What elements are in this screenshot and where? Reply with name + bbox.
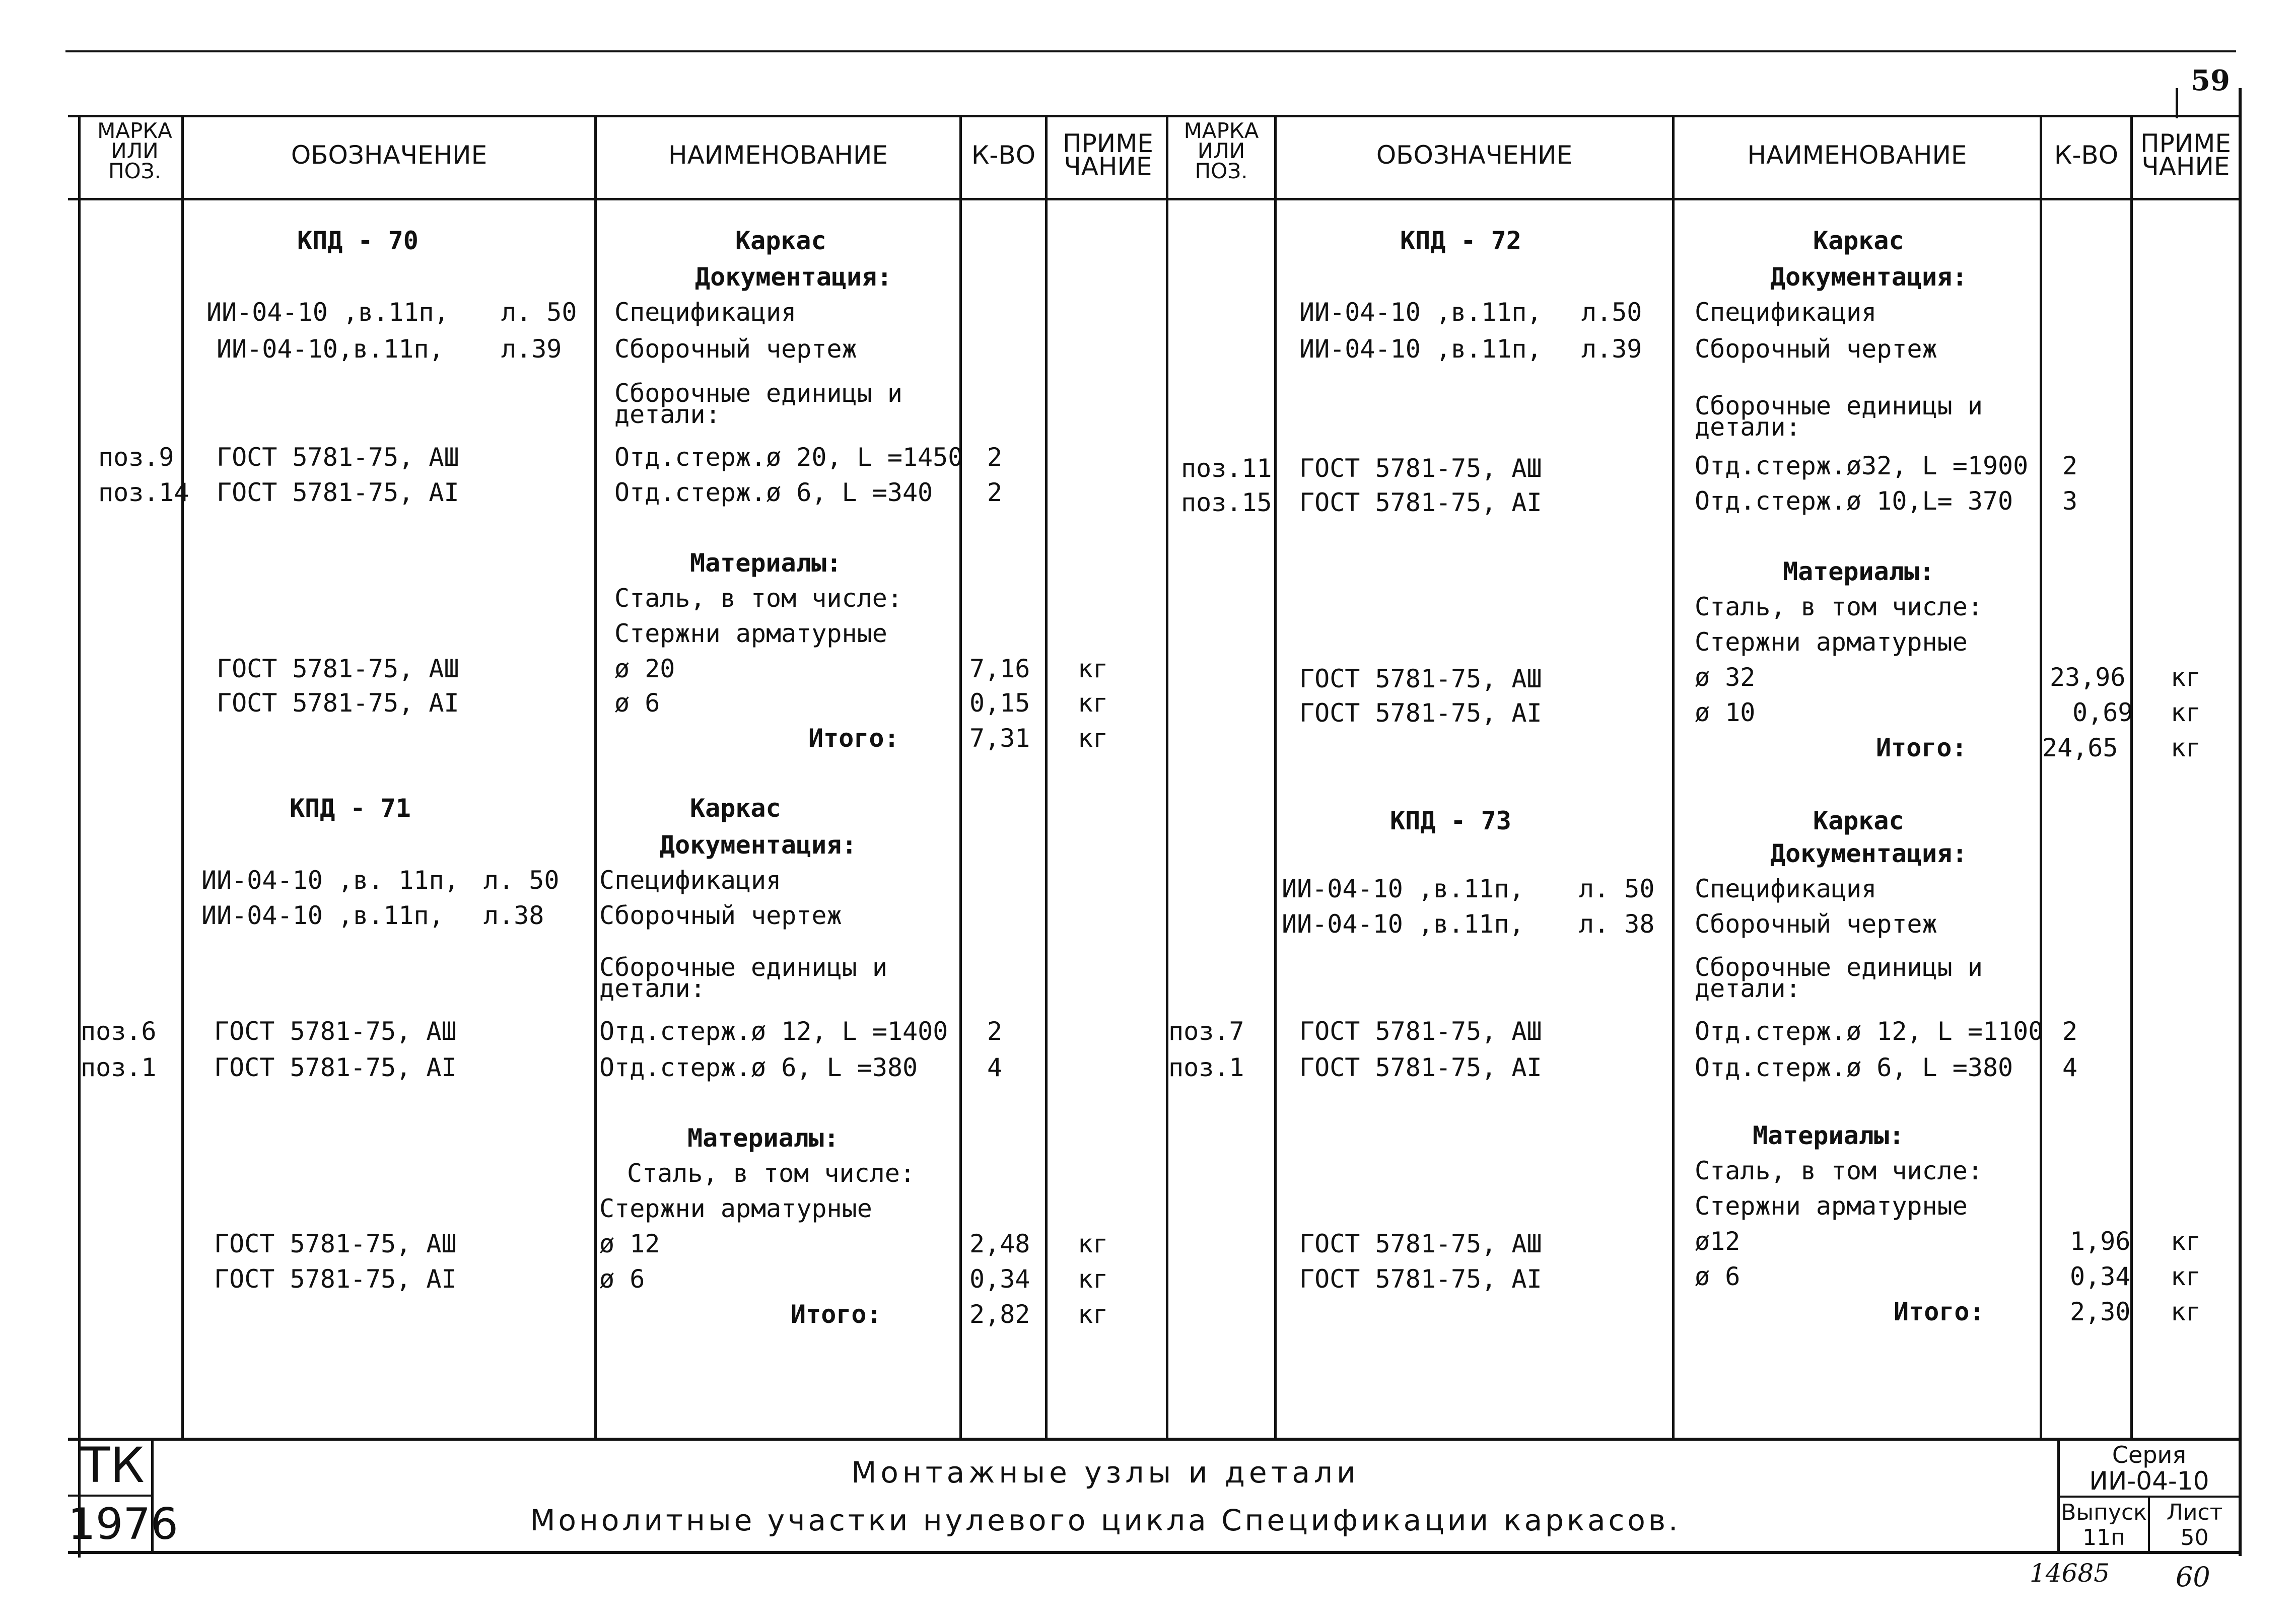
kpd73-sborochnye: Сборочные единицы и детали: <box>1695 953 1983 1003</box>
kpd71-qty1: 2 <box>987 1017 1003 1046</box>
kpd70-pos2: поз.14 <box>98 478 189 507</box>
kpd73-mgost1: ГОСТ 5781-75, АШ <box>1299 1229 1542 1258</box>
kpd73-qty2: 4 <box>2062 1053 2078 1082</box>
page-number-box-left <box>2176 88 2178 118</box>
page-number: 59 <box>2191 64 2230 97</box>
kpd72-munit1: кг <box>2171 663 2201 692</box>
footer-inv-number: 14685 <box>2030 1559 2110 1588</box>
kpd71-qty2: 4 <box>987 1053 1003 1082</box>
kpd70-item1: Отд.стерж.ø 20, L =1450 <box>614 443 963 472</box>
kpd70-stal: Сталь, в том числе: <box>614 584 902 613</box>
kpd70-mdia1: ø 20 <box>614 654 675 683</box>
kpd72-mgost1: ГОСТ 5781-75, АШ <box>1299 664 1542 693</box>
header-kvo-right: К-ВО <box>2054 140 2119 170</box>
kpd72-pos1: поз.11 <box>1181 454 1272 483</box>
kpd72-qty1: 2 <box>2062 451 2078 480</box>
kpd70-dokumentaciya: Документация: <box>695 262 892 292</box>
kpd70-mval1: 7,16 <box>969 654 1030 683</box>
kpd72-total-unit: кг <box>2171 733 2201 762</box>
kpd71-karkas: Каркас <box>690 794 781 823</box>
kpd70-munit1: кг <box>1078 654 1108 683</box>
header-oboznachenie-left: ОБОЗНАЧЕНИЕ <box>291 140 488 170</box>
kpd73-gost1: ГОСТ 5781-75, АШ <box>1299 1017 1542 1046</box>
kpd71-total: 2,82 <box>969 1300 1030 1329</box>
col-sep-8 <box>2040 115 2042 1439</box>
header-marka-right: МАРКА ИЛИ ПОЗ. <box>1184 118 1259 183</box>
kpd73-itogo: Итого: <box>1894 1297 1985 1326</box>
kpd70-qty1: 2 <box>987 443 1003 472</box>
kpd73-item2: Отд.стерж.ø 6, L =380 <box>1695 1053 2013 1082</box>
kpd73-gost2: ГОСТ 5781-75, АI <box>1299 1053 1542 1082</box>
kpd72-mdia1: ø 32 <box>1695 663 1756 692</box>
kpd73-mgost2: ГОСТ 5781-75, АI <box>1299 1264 1542 1294</box>
kpd72-doc2: ИИ-04-10 ,в.11п, <box>1299 334 1542 364</box>
kpd73-doc2-sheet: л. 38 <box>1579 909 1655 939</box>
header-naimenovanie-left: НАИМЕНОВАНИЕ <box>668 140 888 170</box>
kpd71-item2: Отд.стерж.ø 6, L =380 <box>599 1053 918 1082</box>
kpd73-qty1: 2 <box>2062 1017 2078 1046</box>
kpd72-doc1-sheet: л.50 <box>1581 298 1642 327</box>
stamp-bottom-line <box>68 1551 2241 1554</box>
kpd73-sterzhni: Стержни арматурные <box>1695 1191 1968 1221</box>
stamp-vypusk-value: 11п <box>2082 1525 2125 1550</box>
top-rule <box>65 50 2236 52</box>
kpd71-item1: Отд.стерж.ø 12, L =1400 <box>599 1017 948 1046</box>
kpd71-doc2-sheet: л.38 <box>483 901 544 930</box>
kpd70-item2: Отд.стерж.ø 6, L =340 <box>614 478 933 507</box>
kpd71-total-unit: кг <box>1078 1300 1108 1329</box>
col-sep-5 <box>1166 115 1168 1439</box>
kpd72-doc2-sheet: л.39 <box>1581 334 1642 364</box>
col-sep-3 <box>959 115 962 1439</box>
stamp-tk: ТК <box>81 1437 145 1494</box>
kpd72-item1: Отд.стерж.ø32, L =1900 <box>1695 451 2029 480</box>
header-top-line <box>68 115 2241 117</box>
kpd71-itogo: Итого: <box>791 1300 882 1329</box>
header-primechanie-left: ПРИМЕ ЧАНИЕ <box>1063 129 1153 181</box>
kpd72-qty2: 3 <box>2062 486 2078 516</box>
stamp-vypusk-sep <box>2148 1496 2150 1554</box>
kpd73-stal: Сталь, в том числе: <box>1695 1156 1983 1185</box>
kpd71-chertezh: Сборочный чертеж <box>599 901 842 930</box>
col-sep-4 <box>1045 115 1048 1439</box>
stamp-top-line <box>68 1438 2241 1441</box>
stamp-year: 1976 <box>68 1499 178 1549</box>
kpd71-gost1: ГОСТ 5781-75, АШ <box>214 1017 457 1046</box>
kpd70-karkas: Каркас <box>735 226 826 255</box>
kpd70-sborochnye: Сборочные единицы и детали: <box>614 379 902 429</box>
kpd73-pos2: поз.1 <box>1168 1053 1244 1082</box>
kpd71-sborochnye: Сборочные единицы и детали: <box>599 953 887 1003</box>
kpd72-itogo: Итого: <box>1876 733 1967 762</box>
header-oboznachenie-right: ОБОЗНАЧЕНИЕ <box>1376 140 1573 170</box>
kpd72-pos2: поз.15 <box>1181 488 1272 517</box>
frame-right <box>2239 88 2242 1556</box>
kpd71-doc1-sheet: л. 50 <box>483 866 560 895</box>
kpd70-munit2: кг <box>1078 688 1108 718</box>
kpd71-mval2: 0,34 <box>969 1264 1030 1294</box>
kpd73-total-unit: кг <box>2171 1297 2201 1326</box>
kpd72-chertezh: Сборочный чертеж <box>1695 334 1937 364</box>
stamp-seria-value: ИИ-04-10 <box>2089 1466 2209 1496</box>
kpd70-qty2: 2 <box>987 478 1003 507</box>
kpd70-total: 7,31 <box>969 724 1030 753</box>
header-marka-left: МАРКА ИЛИ ПОЗ. <box>97 118 172 183</box>
kpd71-doc2: ИИ-04-10 ,в.11п, <box>201 901 444 930</box>
kpd70-materialy: Материалы: <box>690 548 842 578</box>
kpd70-title: КПД - 70 <box>297 226 419 255</box>
kpd73-doc1-sheet: л. 50 <box>1579 874 1655 903</box>
kpd73-spec: Спецификация <box>1695 874 1877 903</box>
col-sep-7 <box>1672 115 1675 1439</box>
kpd72-gost1: ГОСТ 5781-75, АШ <box>1299 454 1542 483</box>
kpd72-total: 24,65 <box>2042 733 2118 762</box>
kpd72-doc1: ИИ-04-10 ,в.11п, <box>1299 298 1542 327</box>
kpd70-doc1-sheet: л. 50 <box>501 298 577 327</box>
kpd72-mval1: 23,96 <box>2050 663 2126 692</box>
kpd71-sterzhni: Стержни арматурные <box>599 1194 872 1223</box>
kpd71-mgost2: ГОСТ 5781-75, АI <box>214 1264 457 1294</box>
kpd73-mval1: 1,96 <box>2070 1227 2131 1256</box>
col-sep-6 <box>1274 115 1277 1439</box>
kpd72-title: КПД - 72 <box>1400 226 1521 255</box>
kpd71-dokumentaciya: Документация: <box>660 830 857 860</box>
kpd72-mgost2: ГОСТ 5781-75, АI <box>1299 698 1542 728</box>
kpd73-total: 2,30 <box>2070 1297 2131 1326</box>
kpd70-mgost2: ГОСТ 5781-75, АI <box>217 688 459 718</box>
header-naimenovanie-right: НАИМЕНОВАНИЕ <box>1747 140 1967 170</box>
kpd72-sterzhni: Стержни арматурные <box>1695 627 1968 657</box>
kpd71-mval1: 2,48 <box>969 1229 1030 1258</box>
kpd70-itogo: Итого: <box>808 724 899 753</box>
kpd72-mval2: 0,69 <box>2072 698 2133 727</box>
kpd70-doc2: ИИ-04-10,в.11п, <box>217 334 444 364</box>
kpd72-item2: Отд.стерж.ø 10,L= 370 <box>1695 486 2013 516</box>
kpd71-pos2: поз.1 <box>81 1053 157 1082</box>
stamp-title-line2: Монолитные участки нулевого цикла Спецификации каркасов. <box>530 1503 1681 1537</box>
stamp-list-label: Лист <box>2166 1500 2223 1525</box>
kpd73-mdia1: ø12 <box>1695 1227 1741 1256</box>
kpd73-chertezh: Сборочный чертеж <box>1695 909 1937 939</box>
kpd70-chertezh: Сборочный чертеж <box>614 334 857 364</box>
kpd70-total-unit: кг <box>1078 724 1108 753</box>
kpd71-doc1: ИИ-04-10 ,в. 11п, <box>201 866 459 895</box>
header-primechanie-right: ПРИМЕ ЧАНИЕ <box>2140 129 2231 181</box>
stamp-list-value: 50 <box>2180 1525 2209 1550</box>
kpd71-munit2: кг <box>1078 1264 1108 1294</box>
kpd72-karkas: Каркас <box>1813 226 1904 255</box>
kpd72-mdia2: ø 10 <box>1695 698 1756 727</box>
kpd70-mdia2: ø 6 <box>614 688 660 718</box>
kpd71-pos1: поз.6 <box>81 1017 157 1046</box>
kpd73-pos1: поз.7 <box>1168 1017 1244 1046</box>
footer-page: 60 <box>2176 1561 2210 1593</box>
stamp-title-line1: Монтажные узлы и детали <box>851 1455 1360 1490</box>
kpd70-sterzhni: Стержни арматурные <box>614 619 887 648</box>
stamp-vypusk-label: Выпуск <box>2061 1500 2147 1525</box>
kpd73-mval2: 0,34 <box>2070 1262 2131 1291</box>
kpd73-doc2: ИИ-04-10 ,в.11п, <box>1282 909 1524 939</box>
kpd73-doc1: ИИ-04-10 ,в.11п, <box>1282 874 1524 903</box>
kpd70-pos1: поз.9 <box>98 443 174 472</box>
kpd72-dokumentaciya: Документация: <box>1770 262 1968 292</box>
kpd70-spec: Спецификация <box>614 298 797 327</box>
kpd73-materialy: Материалы: <box>1753 1121 1905 1150</box>
kpd70-mgost1: ГОСТ 5781-75, АШ <box>217 654 459 683</box>
frame-left <box>78 115 81 1558</box>
kpd72-munit2: кг <box>2171 698 2201 727</box>
stamp-seria-label: Серия <box>2112 1441 2187 1468</box>
kpd71-munit1: кг <box>1078 1229 1108 1258</box>
kpd72-spec: Спецификация <box>1695 298 1877 327</box>
kpd71-stal: Сталь, в том числе: <box>627 1159 915 1188</box>
kpd72-sborochnye: Сборочные единицы и детали: <box>1695 391 1983 442</box>
kpd73-item1: Отд.стерж.ø 12, L =1100 <box>1695 1017 2044 1046</box>
kpd70-gost2: ГОСТ 5781-75, АI <box>217 478 459 507</box>
kpd70-doc2-sheet: л.39 <box>501 334 562 364</box>
stamp-tk-box-mid <box>68 1495 154 1497</box>
kpd71-materialy: Материалы: <box>687 1123 840 1153</box>
kpd72-materialy: Материалы: <box>1783 557 1935 586</box>
kpd71-mgost1: ГОСТ 5781-75, АШ <box>214 1229 457 1258</box>
kpd71-title: КПД - 71 <box>290 794 411 823</box>
kpd72-gost2: ГОСТ 5781-75, АI <box>1299 488 1542 517</box>
kpd73-karkas: Каркас <box>1813 806 1904 835</box>
kpd70-gost1: ГОСТ 5781-75, АШ <box>217 443 459 472</box>
header-bottom-line <box>68 198 2241 200</box>
kpd70-doc1: ИИ-04-10 ,в.11п, <box>206 298 449 327</box>
kpd73-mdia2: ø 6 <box>1695 1262 1741 1291</box>
col-sep-9 <box>2130 115 2133 1439</box>
kpd71-gost2: ГОСТ 5781-75, АI <box>214 1053 457 1082</box>
kpd71-spec: Спецификация <box>599 866 782 895</box>
kpd71-mdia1: ø 12 <box>599 1229 660 1258</box>
kpd73-title: КПД - 73 <box>1390 806 1511 835</box>
header-kvo-left: К-ВО <box>971 140 1036 170</box>
kpd71-mdia2: ø 6 <box>599 1264 645 1294</box>
kpd73-munit1: кг <box>2171 1227 2201 1256</box>
kpd73-dokumentaciya: Документация: <box>1770 839 1968 868</box>
kpd72-stal: Сталь, в том числе: <box>1695 592 1983 621</box>
kpd70-mval2: 0,15 <box>969 688 1030 718</box>
kpd73-munit2: кг <box>2171 1262 2201 1291</box>
col-sep-1 <box>181 115 184 1439</box>
col-sep-2 <box>594 115 597 1439</box>
